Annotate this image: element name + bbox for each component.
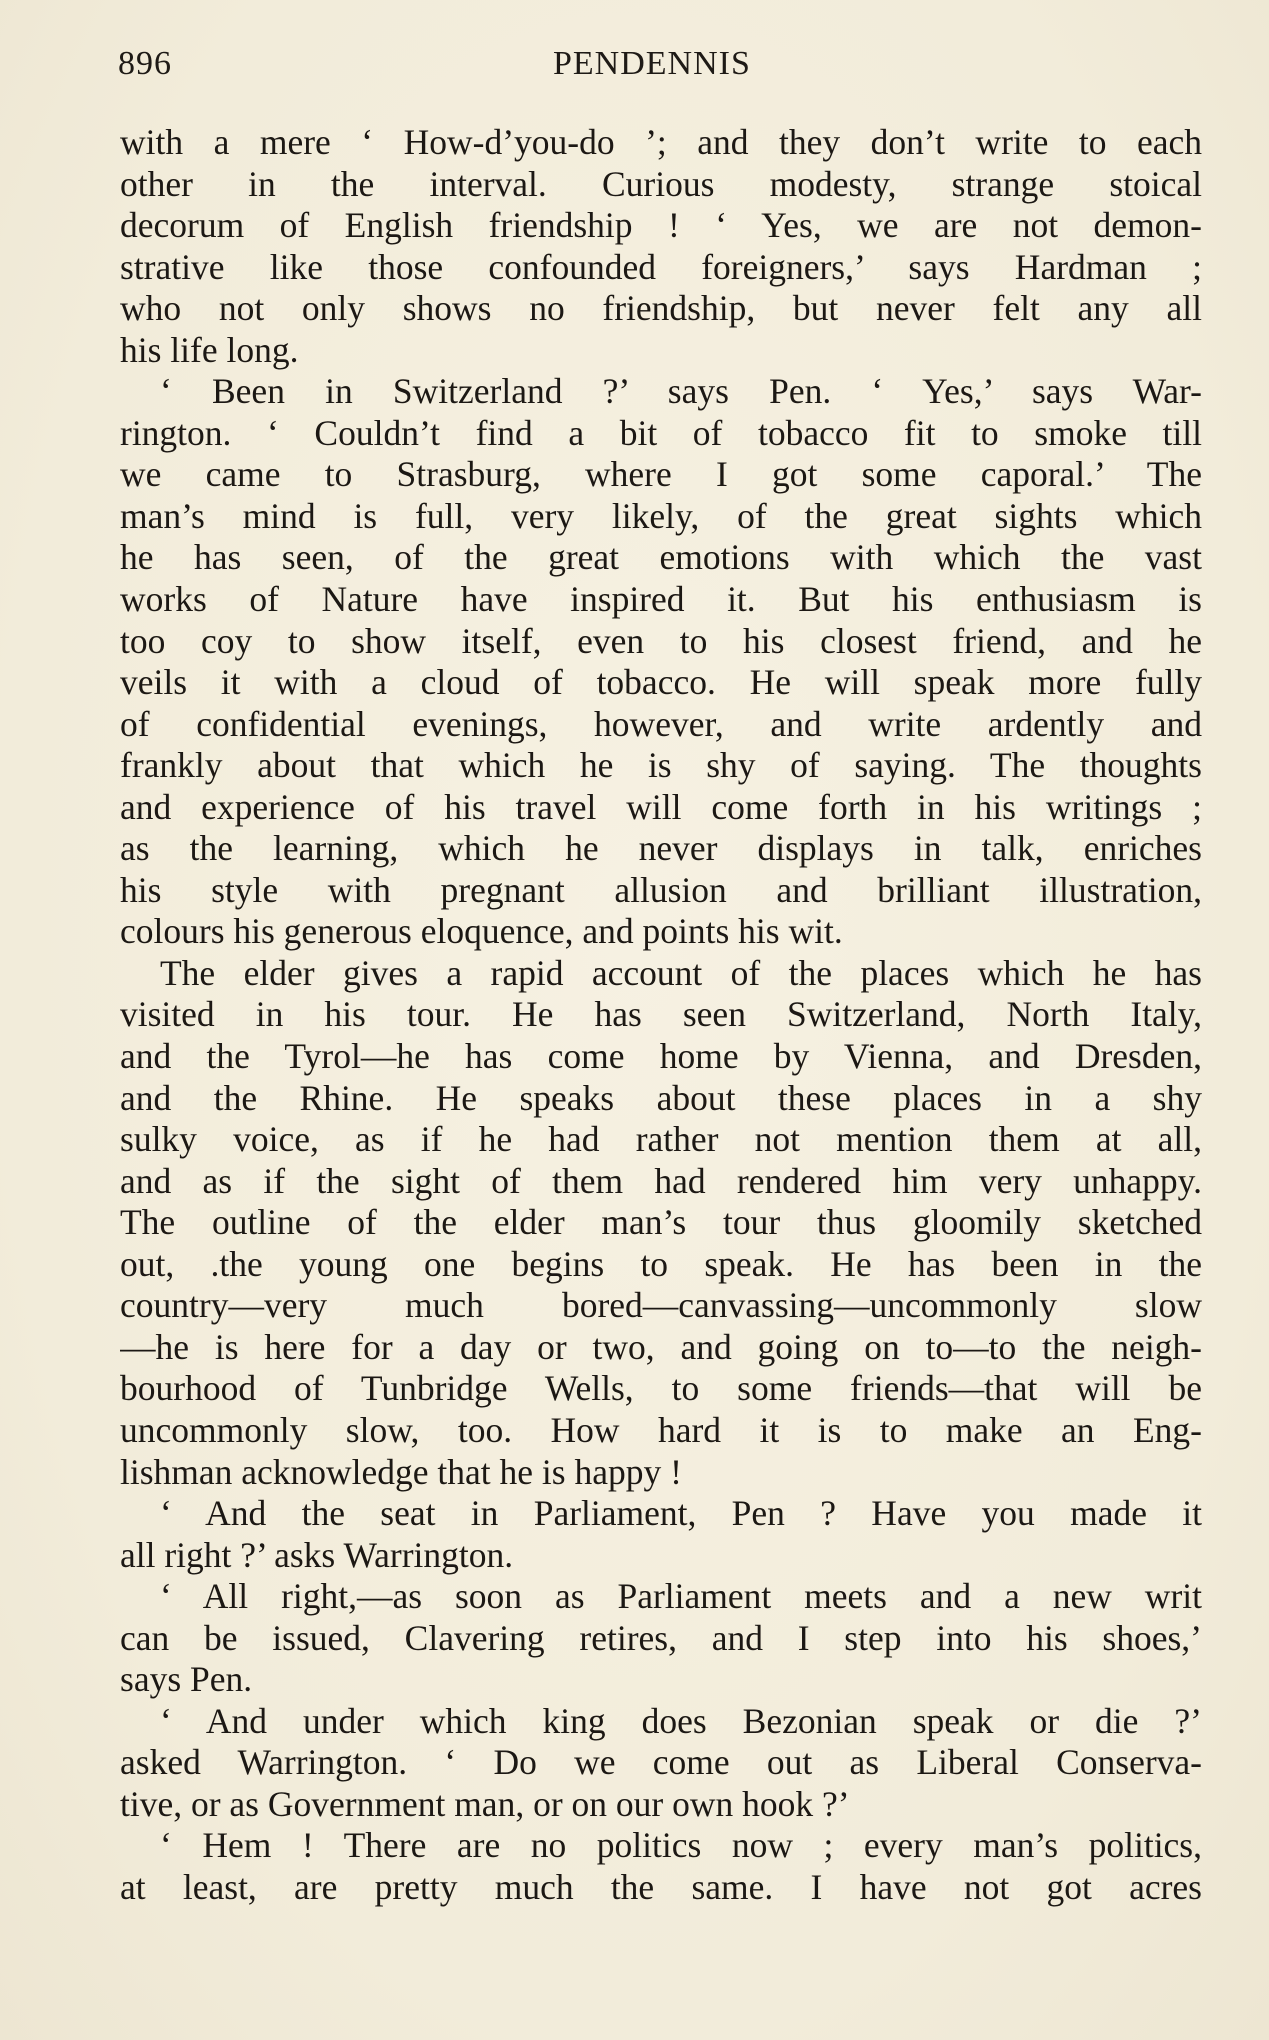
text-line: and experience of his travel will come forth in his writings ; <box>120 786 1202 827</box>
text-line: bourhood of Tunbridge Wells, to some friends—that will be <box>120 1368 1202 1409</box>
text-line: decorum of English friendship ! ‘ Yes, we are not demon- <box>120 205 1202 246</box>
text-line: ‘ And the seat in Parliament, Pen ? Have you made it <box>160 1493 1202 1534</box>
text-line: tive, or as Government man, or on our own hook ?’ <box>120 1783 850 1824</box>
text-line: The elder gives a rapid account of the places which he has <box>160 952 1202 993</box>
text-line: ‘ Hem ! There are no politics now ; every man’s politics, <box>160 1825 1202 1866</box>
text-line: veils it with a cloud of tobacco. He will speak more fully <box>120 662 1202 703</box>
text-line: frankly about that which he is shy of saying. The thoughts <box>120 745 1202 786</box>
text-line: who not only shows no friendship, but never felt any all <box>120 288 1202 329</box>
text-line: of confidential evenings, however, and write ardently and <box>120 703 1202 744</box>
text-line: as the learning, which he never displays in talk, enriches <box>120 828 1202 869</box>
text-line: can be issued, Clavering retires, and I step into his shoes,’ <box>120 1617 1202 1658</box>
text-line: we came to Strasburg, where I got some caporal.’ The <box>120 454 1202 495</box>
text-line: ‘ All right,—as soon as Parliament meets and a new writ <box>160 1576 1202 1617</box>
text-line: other in the interval. Curious modesty, strange stoical <box>120 163 1202 204</box>
text-line: visited in his tour. He has seen Switzerland, North Italy, <box>120 994 1202 1035</box>
text-line: says Pen. <box>120 1659 253 1700</box>
text-line: ‘ Been in Switzerland ?’ says Pen. ‘ Yes,’ says War- <box>160 371 1202 412</box>
text-line: uncommonly slow, too. How hard it is to make an Eng- <box>120 1409 1202 1450</box>
text-line: ‘ And under which king does Bezonian speak or die ?’ <box>160 1700 1202 1741</box>
text-line: his style with pregnant allusion and brilliant illustration, <box>120 869 1202 910</box>
text-line: lishman acknowledge that he is happy ! <box>120 1451 682 1492</box>
text-line: at least, are pretty much the same. I have not got acres <box>120 1866 1202 1907</box>
running-title: PENDENNIS <box>553 45 751 82</box>
text-line: with a mere ‘ How-d’you-do ’; and they don’t write to each <box>120 122 1202 162</box>
text-line: works of Nature have inspired it. But his enthusiasm is <box>120 579 1202 620</box>
running-head <box>118 42 1203 86</box>
page-number: 896 <box>118 45 172 82</box>
text-line: —he is here for a day or two, and going on to—to the neigh- <box>120 1326 1202 1367</box>
text-line: and the Tyrol—he has come home by Vienna, and Dresden, <box>120 1036 1202 1077</box>
text-line: The outline of the elder man’s tour thus gloomily sketched <box>120 1202 1202 1243</box>
text-line: all right ?’ asks Warrington. <box>120 1534 514 1575</box>
text-line: sulky voice, as if he had rather not mention them at all, <box>120 1119 1202 1160</box>
text-line: strative like those confounded foreigners,’ says Hardman ; <box>120 246 1202 287</box>
text-line: country—very much bored—canvassing—uncommonly slow <box>120 1285 1202 1326</box>
text-line: his life long. <box>120 329 299 370</box>
text-line: colours his generous eloquence, and points his wit. <box>120 911 843 952</box>
text-line: rington. ‘ Couldn’t find a bit of tobacco fit to smoke till <box>120 412 1202 453</box>
text-line: man’s mind is full, very likely, of the great sights which <box>120 495 1202 536</box>
text-line: and the Rhine. He speaks about these places in a shy <box>120 1077 1202 1118</box>
text-line: and as if the sight of them had rendered him very unhappy. <box>120 1160 1202 1201</box>
text-line: he has seen, of the great emotions with which the vast <box>120 537 1202 578</box>
text-line: too coy to show itself, even to his closest friend, and he <box>120 620 1202 661</box>
body-text <box>120 122 1202 1909</box>
text-line: out, .the young one begins to speak. He has been in the <box>120 1243 1202 1284</box>
text-line: asked Warrington. ‘ Do we come out as Liberal Conserva- <box>120 1742 1202 1783</box>
